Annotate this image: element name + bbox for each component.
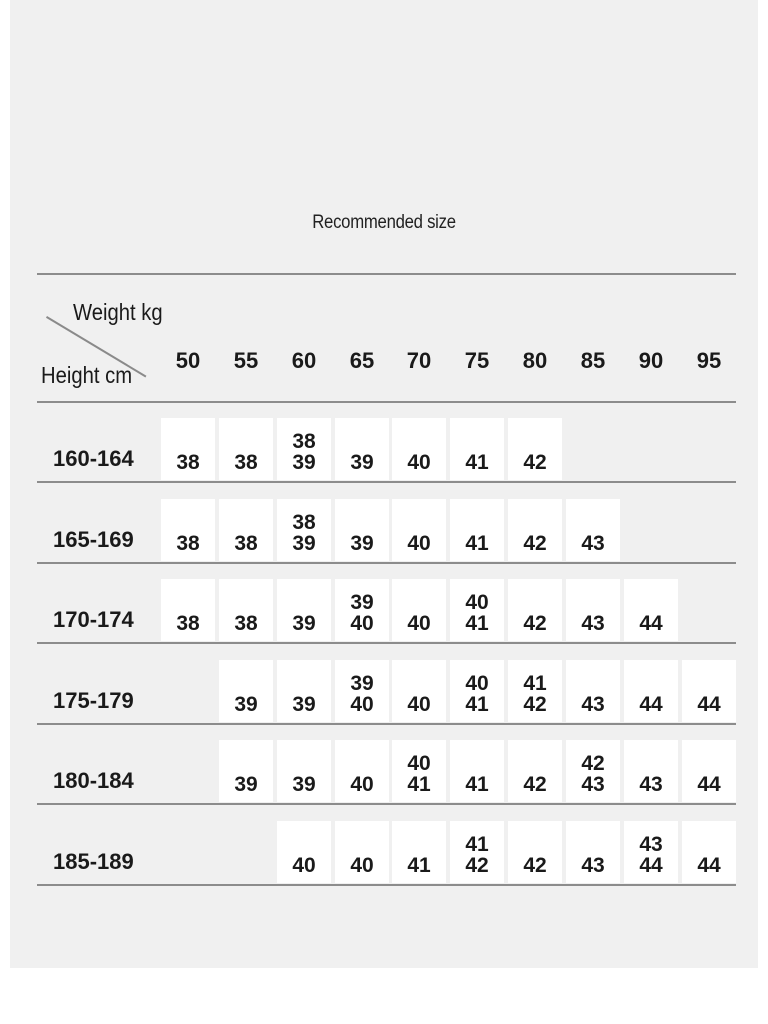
size-cell — [450, 821, 504, 883]
weight-header-75: 75 — [464, 348, 490, 373]
size-value: 41 — [465, 773, 489, 797]
size-value: 43 — [581, 773, 605, 797]
size-value: 39 — [234, 692, 258, 716]
size-cell — [566, 740, 620, 802]
size-cell — [624, 821, 678, 883]
size-cell — [277, 660, 331, 722]
size-cell — [277, 821, 331, 883]
size-value: 44 — [639, 692, 663, 716]
height-range-label: 185-189 — [53, 849, 134, 874]
size-cell — [450, 660, 504, 722]
size-value: 42 — [523, 451, 547, 474]
size-value: 39 — [350, 531, 374, 555]
size-cell — [392, 740, 446, 802]
size-cell — [450, 499, 504, 561]
row-divider — [37, 642, 736, 644]
size-cell — [335, 499, 389, 561]
size-value: 44 — [639, 612, 663, 636]
size-value: 41 — [523, 671, 547, 695]
size-cell — [277, 579, 331, 641]
size-cell — [450, 740, 504, 802]
size-cell — [277, 418, 331, 480]
row-divider — [37, 723, 736, 725]
size-cell — [335, 660, 389, 722]
size-cell — [508, 418, 562, 480]
size-cell — [392, 660, 446, 722]
size-value: 43 — [581, 612, 605, 636]
size-cell — [219, 418, 273, 480]
size-cell — [566, 499, 620, 561]
header-bottom-rule — [37, 401, 736, 403]
size-cell — [682, 660, 736, 722]
weight-header-70: 70 — [406, 348, 432, 373]
size-value: 44 — [639, 854, 663, 877]
size-cell — [219, 499, 273, 561]
height-range-label: 180-184 — [53, 768, 134, 794]
size-cell — [450, 579, 504, 641]
size-cell — [335, 418, 389, 480]
size-value: 39 — [292, 612, 316, 636]
size-value: 40 — [292, 854, 316, 877]
weight-header-50: 50 — [175, 348, 201, 373]
size-value: 38 — [234, 612, 258, 636]
size-value: 41 — [465, 692, 489, 716]
size-cell — [566, 579, 620, 641]
size-cell — [508, 579, 562, 641]
size-cell — [392, 579, 446, 641]
weight-axis-label: Weight kg — [73, 299, 163, 325]
row-divider — [37, 481, 736, 483]
size-cell — [624, 740, 678, 802]
size-value: 40 — [350, 612, 374, 636]
size-value: 40 — [350, 692, 374, 716]
size-value: 40 — [465, 671, 489, 695]
size-value: 38 — [234, 451, 258, 474]
table-top-rule — [37, 273, 736, 275]
size-value: 38 — [292, 430, 316, 453]
size-cell — [161, 418, 215, 480]
size-value: 42 — [523, 531, 547, 555]
size-cell — [682, 821, 736, 883]
size-cell — [335, 579, 389, 641]
size-cell — [624, 660, 678, 722]
size-value: 39 — [234, 773, 258, 797]
size-value: 38 — [292, 510, 316, 534]
size-value: 41 — [407, 773, 431, 797]
size-value: 40 — [350, 773, 374, 797]
size-value: 38 — [176, 531, 200, 555]
size-value: 40 — [407, 531, 431, 555]
height-axis-label: Height cm — [41, 362, 133, 388]
size-value: 43 — [639, 833, 663, 856]
weight-header-80: 80 — [522, 348, 548, 373]
height-range-label: 160-164 — [53, 446, 134, 471]
size-value: 38 — [234, 531, 258, 555]
size-cell — [508, 499, 562, 561]
height-range-label: 175-179 — [53, 687, 134, 713]
size-value: 41 — [465, 531, 489, 555]
size-cell — [392, 418, 446, 480]
size-value: 41 — [465, 612, 489, 636]
weight-header-55: 55 — [233, 348, 259, 373]
size-value: 40 — [350, 854, 374, 877]
size-cell — [450, 418, 504, 480]
size-value: 44 — [697, 854, 721, 877]
size-value: 42 — [523, 773, 547, 797]
size-cell — [161, 579, 215, 641]
size-value: 39 — [292, 692, 316, 716]
size-value: 38 — [176, 612, 200, 636]
size-value: 43 — [581, 692, 605, 716]
size-cell — [624, 579, 678, 641]
size-cell — [335, 740, 389, 802]
size-value: 43 — [639, 773, 663, 797]
size-cell — [508, 740, 562, 802]
size-value: 42 — [523, 854, 547, 877]
size-cell — [161, 499, 215, 561]
size-value: 40 — [407, 451, 431, 474]
row-divider — [37, 803, 736, 805]
chart-title: Recommended size — [312, 212, 456, 233]
size-value: 39 — [350, 591, 374, 615]
row-divider — [37, 884, 736, 886]
size-value: 43 — [581, 531, 605, 555]
size-cell — [219, 740, 273, 802]
size-value: 41 — [465, 451, 489, 474]
size-value: 40 — [407, 752, 431, 776]
weight-header-85: 85 — [580, 348, 606, 373]
size-value: 39 — [350, 451, 374, 474]
size-cell — [566, 821, 620, 883]
size-cell — [682, 740, 736, 802]
size-value: 39 — [292, 531, 316, 555]
height-range-label: 165-169 — [53, 526, 134, 552]
size-value: 38 — [176, 451, 200, 474]
size-cell — [566, 660, 620, 722]
size-cell — [277, 740, 331, 802]
size-cell — [508, 660, 562, 722]
size-value: 41 — [407, 854, 431, 877]
size-cell — [392, 499, 446, 561]
size-value: 42 — [523, 692, 547, 716]
size-value: 40 — [407, 692, 431, 716]
size-value: 44 — [697, 692, 721, 716]
height-range-label: 170-174 — [53, 607, 134, 633]
size-value: 39 — [350, 671, 374, 695]
size-value: 40 — [465, 591, 489, 615]
size-value: 44 — [697, 773, 721, 797]
weight-header-60: 60 — [291, 348, 317, 373]
weight-header-65: 65 — [349, 348, 375, 373]
size-value: 39 — [292, 451, 316, 474]
size-value: 42 — [581, 752, 605, 776]
size-value: 43 — [581, 854, 605, 877]
size-value: 42 — [465, 854, 489, 877]
size-value: 41 — [465, 833, 489, 856]
size-value: 39 — [292, 773, 316, 797]
size-cell — [335, 821, 389, 883]
size-value: 40 — [407, 612, 431, 636]
size-cell — [219, 579, 273, 641]
row-divider — [37, 562, 736, 564]
size-cell — [277, 499, 331, 561]
size-cell — [392, 821, 446, 883]
weight-header-95: 95 — [696, 348, 722, 373]
weight-header-90: 90 — [638, 348, 664, 373]
size-cell — [219, 660, 273, 722]
size-value: 42 — [523, 612, 547, 636]
size-cell — [508, 821, 562, 883]
